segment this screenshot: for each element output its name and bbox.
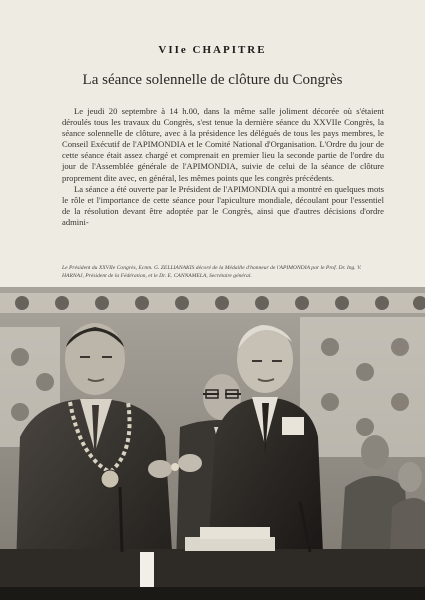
body-text xyxy=(62,106,384,228)
photo-caption: Le Président du XXVIIe Congrès, Ecnm. G. ZELLIANAKIS décoré de la Médaille d'honneur de l'APIMONDIA par le Prof. Dr. Ing. V. HARNAJ, Président de la Fédération, et le Dr. E. CANNAMELA, Secrétaire général. xyxy=(62,265,362,279)
paragraph-2: La séance a été ouverte par le Président de l'APIMONDIA qui a montré en quelques mots le rôle et l'importance de cette séance pour l'apiculture mondiale, découlant pour l'essentiel de la résolution devant être adoptée par le Congrès, ainsi que d'autres décisions d'ordre admini- xyxy=(62,183,384,227)
section-title: La séance solennelle de clôture du Congrès xyxy=(82,72,343,88)
chapter-heading: VIIe CHAPITRE xyxy=(158,44,267,56)
ceremony-photograph xyxy=(0,287,425,600)
paragraph-1: Le jeudi 20 septembre à 14 h.00, dans la même salle joliment décorée où s'étaient déroulés tous les travaux du Congrès, s'est tenue la dernière séance du XXVIIe Congrès, la séance solennelle de clôture, avec à la présidence les délégués de tous les pays membres, le Conseil Exécutif de l'APIMONDIA et le Comité National d'Organisation. L'Ordre du jour de cette séance était assez chargé et comprenait en premier lieu la seconde partie de l'ordre du jour de l'Assemblée générale de l'APIMONDIA, suivie de celui de la séance de clôture proprement dite avec, en général, les mêmes points que les congrès précédents. xyxy=(62,106,384,183)
